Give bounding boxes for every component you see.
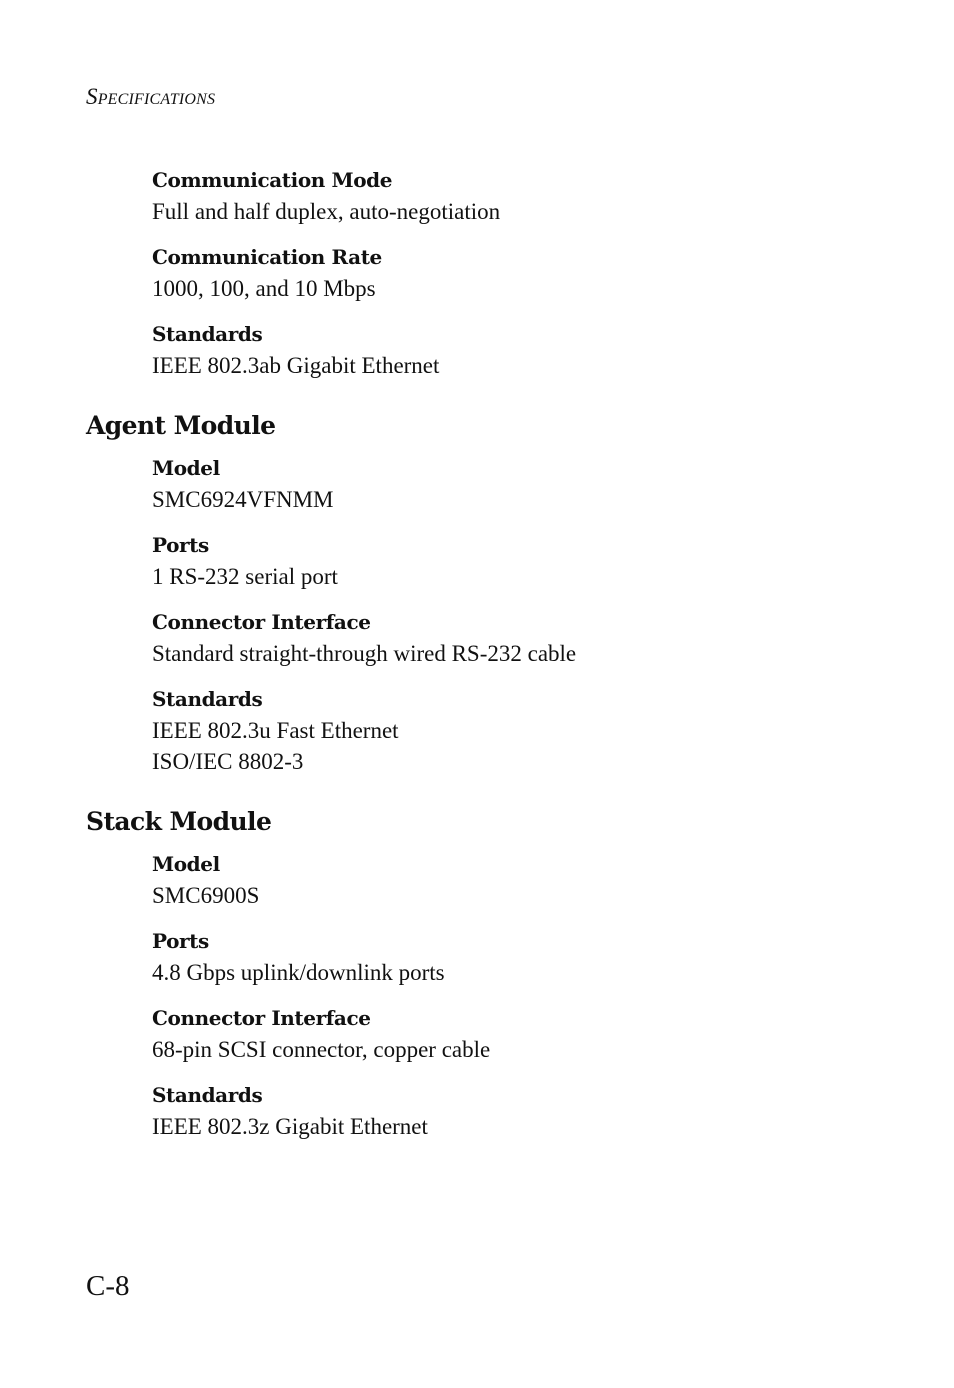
running-header: Specifications: [86, 84, 216, 109]
spec-label: Communication Rate: [152, 245, 382, 269]
spec-value: Full and half duplex, auto-negotiation: [152, 199, 501, 224]
spec-value: IEEE 802.3ab Gigabit Ethernet: [152, 353, 440, 378]
spec-section-stack-module: [86, 807, 886, 1142]
spec-label: Model: [152, 456, 220, 480]
spec-label: Standards: [152, 322, 263, 346]
spec-value: IEEE 802.3z Gigabit Ethernet: [152, 1114, 428, 1139]
spec-section-agent-module: [86, 411, 886, 777]
spec-entry-ports: [152, 530, 886, 592]
page-number: C-8: [86, 1270, 130, 1302]
spec-label: Connector Interface: [152, 610, 371, 634]
spec-entry-connector-interface: [152, 1003, 886, 1065]
spec-label: Standards: [152, 687, 263, 711]
spec-entry-model: [152, 453, 886, 515]
spec-entry-model: [152, 849, 886, 911]
spec-value: 68-pin SCSI connector, copper cable: [152, 1037, 491, 1062]
spec-value: SMC6924VFNMM: [152, 487, 334, 512]
spec-entry-communication-rate: [152, 242, 886, 304]
spec-label: Communication Mode: [152, 168, 393, 192]
spec-label: Connector Interface: [152, 1006, 371, 1030]
spec-label: Ports: [152, 929, 209, 953]
spec-entry-standards: [152, 1080, 886, 1142]
section-heading: Stack Module: [86, 807, 272, 836]
section-heading: Agent Module: [86, 411, 276, 440]
spec-value: SMC6900S: [152, 883, 260, 908]
spec-section-continued: [86, 165, 886, 381]
spec-entry-ports: [152, 926, 886, 988]
spec-value: IEEE 802.3u Fast Ethernet: [152, 718, 399, 743]
spec-label: Standards: [152, 1083, 263, 1107]
spec-value: 1 RS-232 serial port: [152, 564, 338, 589]
spec-value: ISO/IEC 8802-3: [152, 749, 304, 774]
spec-value: Standard straight-through wired RS-232 cable: [152, 641, 577, 666]
spec-content: [86, 165, 886, 1142]
spec-entry-standards: [152, 319, 886, 381]
spec-entry-connector-interface: [152, 607, 886, 669]
spec-label: Model: [152, 852, 220, 876]
spec-label: Ports: [152, 533, 209, 557]
spec-value: 1000, 100, and 10 Mbps: [152, 276, 376, 301]
spec-entry-standards: [152, 684, 886, 777]
spec-entry-communication-mode: [152, 165, 886, 227]
spec-value: 4.8 Gbps uplink/downlink ports: [152, 960, 445, 985]
